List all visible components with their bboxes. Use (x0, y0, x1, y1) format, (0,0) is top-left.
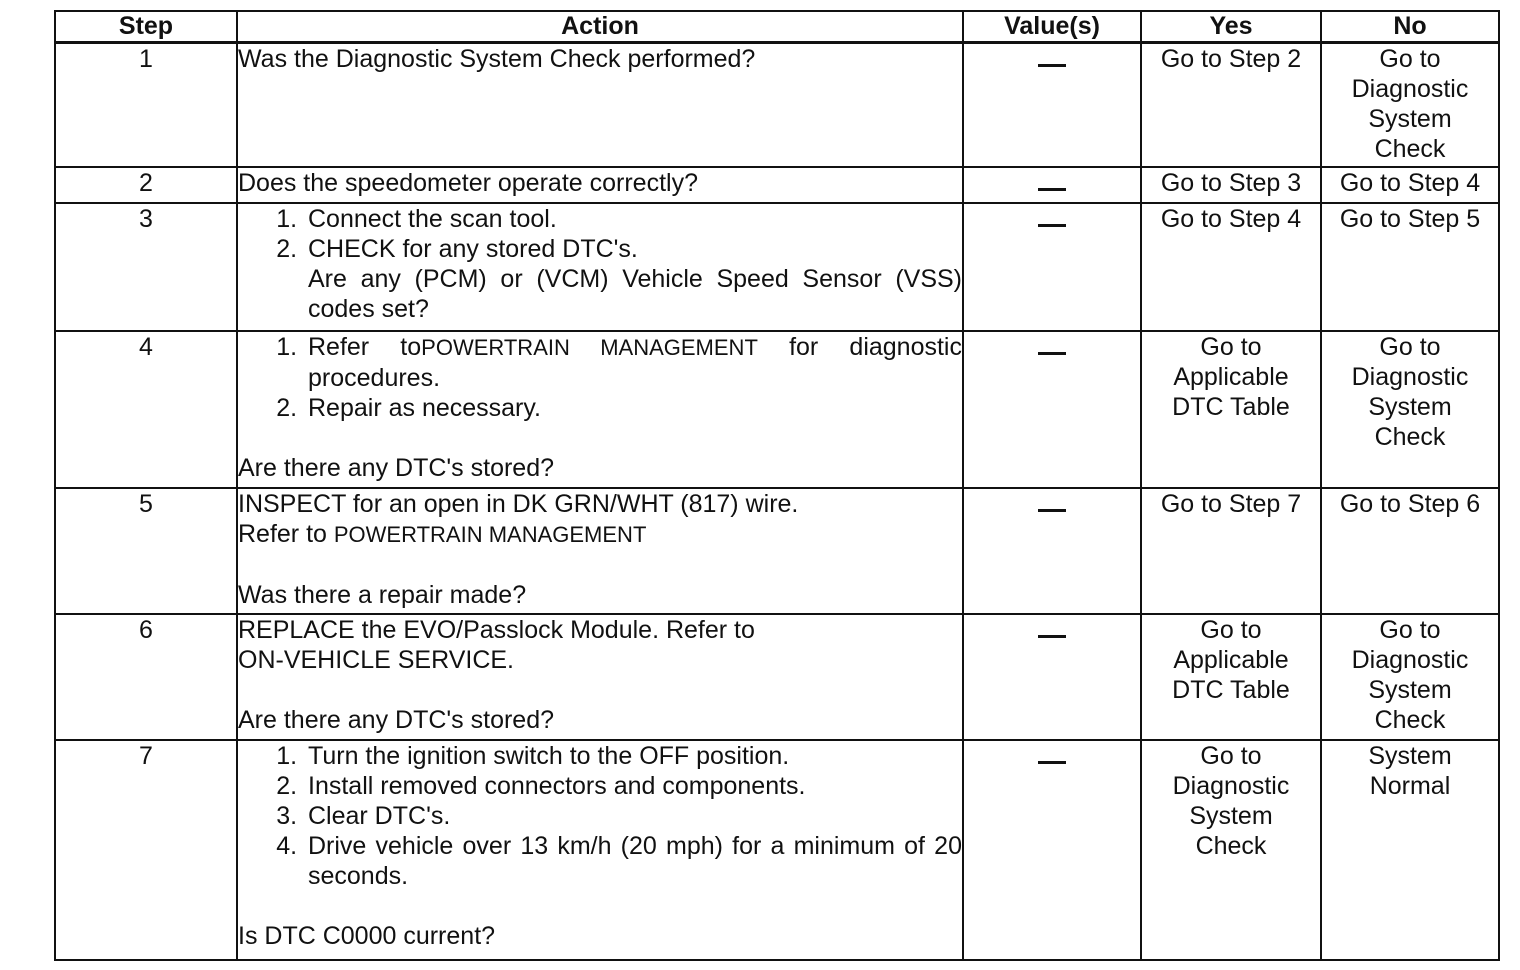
action-step-text: Drive vehicle over 13 km/h (20 mph) for a minimum of 20 seconds. (308, 831, 962, 890)
step-number: 5 (55, 488, 237, 614)
action-steps (238, 741, 962, 891)
no-cell (1321, 331, 1499, 488)
no-cell: Go to Step 6 (1321, 488, 1499, 614)
action-step (304, 234, 962, 324)
action-step-text: Install removed connectors and components. (308, 771, 806, 800)
header-values: Value(s) (963, 11, 1141, 43)
action-question: Are there any DTC's stored? (238, 705, 555, 734)
table-row (55, 203, 1499, 331)
action-cell (237, 614, 963, 740)
action-step (304, 393, 962, 423)
yes-line: Go to (1200, 615, 1262, 644)
action-cell (237, 203, 963, 331)
action-cell (237, 167, 963, 203)
action-step-text: for diagnostic procedures. (308, 332, 962, 392)
action-step (304, 204, 962, 234)
header-row (55, 11, 1499, 43)
action-text: REPLACE the EVO/Passlock Module. Refer to (238, 615, 755, 644)
yes-cell: Go to Step 4 (1141, 203, 1321, 331)
action-cell (237, 740, 963, 960)
no-cell (1321, 43, 1499, 167)
dash-mark (1038, 188, 1066, 191)
dash-mark (1038, 509, 1066, 512)
yes-line: DTC Table (1172, 392, 1290, 421)
action-text: Does the speedometer operate correctly? (238, 168, 698, 197)
no-cell: Go to Step 5 (1321, 203, 1499, 331)
action-steps (238, 204, 962, 324)
yes-cell: Go to Step 2 (1141, 43, 1321, 167)
value-cell (963, 740, 1141, 960)
header-yes: Yes (1141, 11, 1321, 43)
step-number: 7 (55, 740, 237, 960)
no-line: Diagnostic (1351, 362, 1469, 391)
dash-mark (1038, 761, 1066, 764)
action-cell (237, 43, 963, 167)
yes-line: Check (1195, 831, 1267, 860)
table-row (55, 43, 1499, 167)
dash-mark (1038, 635, 1066, 638)
table-row (55, 331, 1499, 488)
diagnostic-table (54, 10, 1500, 961)
value-cell (963, 614, 1141, 740)
table-row (55, 488, 1499, 614)
table-row (55, 167, 1499, 203)
table-row (55, 740, 1499, 960)
yes-line: Go to (1200, 332, 1262, 361)
yes-cell (1141, 740, 1321, 960)
action-step (304, 801, 962, 831)
value-cell (963, 488, 1141, 614)
no-line: System (1368, 392, 1452, 421)
yes-line: Diagnostic (1172, 771, 1290, 800)
action-question: Are there any DTC's stored? (238, 453, 555, 482)
no-line: System (1368, 675, 1452, 704)
no-cell (1321, 614, 1499, 740)
yes-line: DTC Table (1172, 675, 1290, 704)
yes-cell: Go to Step 3 (1141, 167, 1321, 203)
reference-text: POWERTRAIN MANAGEMENT (421, 334, 758, 360)
no-line: System (1368, 741, 1452, 770)
action-step-text: Refer to (238, 519, 334, 548)
action-step-text: CHECK for any stored DTC's. (308, 234, 638, 263)
action-step (304, 771, 962, 801)
step-number: 4 (55, 331, 237, 488)
step-number: 6 (55, 614, 237, 740)
action-text: Was the Diagnostic System Check performed? (238, 45, 756, 73)
step-number: 2 (55, 167, 237, 203)
dash-mark (1038, 224, 1066, 227)
no-line: Check (1374, 705, 1446, 734)
no-cell: Go to Step 4 (1321, 167, 1499, 203)
action-step (304, 332, 962, 393)
no-line: Diagnostic (1351, 75, 1469, 103)
action-step (304, 831, 962, 891)
action-question: Was there a repair made? (238, 580, 527, 609)
table-row (55, 614, 1499, 740)
action-question: Are any (PCM) or (VCM) Vehicle Speed Sensor (VSS) codes set? (308, 264, 962, 323)
action-step-text: Repair as necessary. (308, 393, 541, 422)
action-cell (237, 331, 963, 488)
step-number: 3 (55, 203, 237, 331)
action-step (304, 741, 962, 771)
yes-cell (1141, 331, 1321, 488)
no-line: Check (1374, 422, 1446, 451)
action-text (238, 519, 962, 550)
no-line: Go to (1379, 332, 1441, 361)
no-line: System (1368, 105, 1452, 133)
header-step: Step (55, 11, 237, 43)
header-no: No (1321, 11, 1499, 43)
header-action: Action (237, 11, 963, 43)
action-step-text: Turn the ignition switch to the OFF position. (308, 741, 790, 770)
reference-text: POWERTRAIN MANAGEMENT (333, 521, 647, 547)
no-line: Diagnostic (1351, 645, 1469, 674)
value-cell (963, 167, 1141, 203)
action-step-text: Connect the scan tool. (308, 204, 557, 233)
yes-cell (1141, 614, 1321, 740)
yes-line: Applicable (1173, 362, 1289, 391)
yes-line: Applicable (1173, 645, 1289, 674)
value-cell (963, 331, 1141, 488)
action-cell (237, 488, 963, 614)
yes-line: Go to (1200, 741, 1262, 770)
step-number: 1 (55, 43, 237, 167)
no-cell (1321, 740, 1499, 960)
no-line: Normal (1369, 771, 1451, 800)
action-steps (238, 332, 962, 423)
value-cell (963, 43, 1141, 167)
dash-mark (1038, 64, 1066, 67)
action-question: Is DTC C0000 current? (238, 921, 496, 950)
no-line: Check (1374, 135, 1446, 163)
action-text: INSPECT for an open in DK GRN/WHT (817) wire. (238, 489, 799, 518)
action-step-text: Refer to (308, 332, 422, 361)
action-step-text: Clear DTC's. (308, 801, 451, 830)
yes-cell: Go to Step 7 (1141, 488, 1321, 614)
no-line: Go to (1379, 45, 1441, 73)
yes-line: System (1189, 801, 1273, 830)
action-text: ON-VEHICLE SERVICE. (238, 645, 515, 674)
dash-mark (1038, 352, 1066, 355)
value-cell (963, 203, 1141, 331)
no-line: Go to (1379, 615, 1441, 644)
